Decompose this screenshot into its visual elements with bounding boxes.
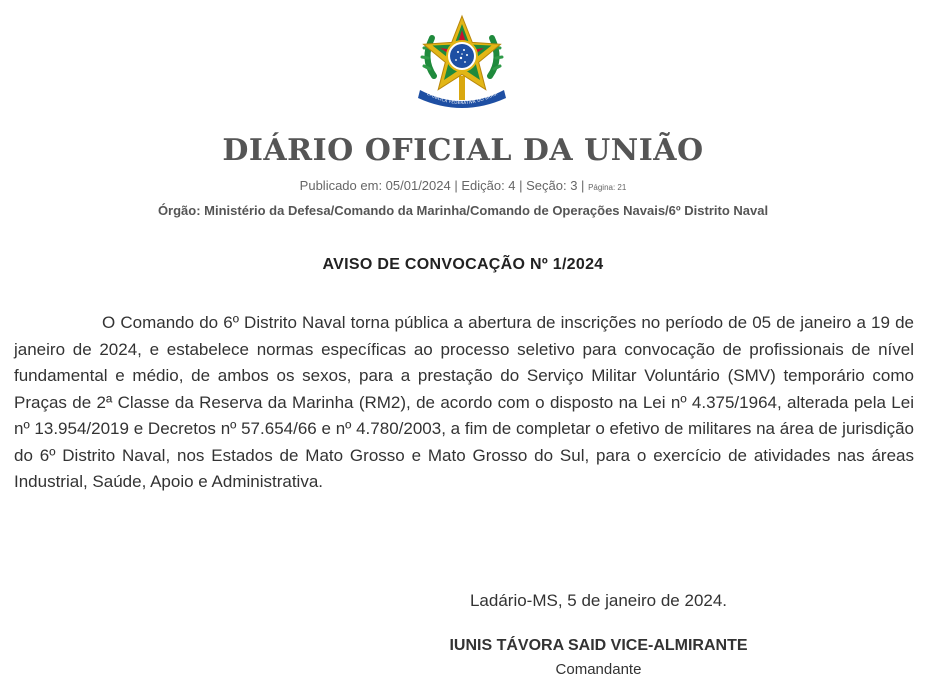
brazil-coat-of-arms-icon <box>412 14 512 112</box>
publication-info <box>0 178 926 193</box>
page-title: DIÁRIO OFICIAL DA UNIÃO <box>222 133 704 168</box>
emblem-ribbon-text: EPUBLICA FEDERATIVA DO BRASI <box>426 90 499 106</box>
signer-role: Comandante <box>555 661 642 678</box>
place-date: Ladário-MS, 5 de janeiro de 2024. <box>469 591 728 610</box>
document-body: O Comando do 6º Distrito Naval torna pública a abertura de inscrições no período de 05 de janeiro a 19 de janeiro de 2024, e estabelece normas específicas ao processo seletivo para convocação de profissionais de nível fundamental e médio, de ambos os sexos, para a prestação do Serviço Militar Voluntário (SMV) temporário como Praças de 2ª Classe da Reserva da Marinha (RM2), de acordo com o disposto na Lei nº 4.375/1964, alterada pela Lei nº 13.954/2019 e Decretos nº 57.654/66 e nº 4.780/2003, a fim de completar o efetivo de militares na área de jurisdição do 6º Distrito Naval, nos Estados de Mato Grosso e Mato Grosso do Sul, para o exercício de atividades nas áreas Industrial, Saúde, Apoio e Administrativa. <box>14 313 914 491</box>
page-number: Página: 21 <box>588 183 627 192</box>
publication-details: Publicado em: 05/01/2024 | Edição: 4 | Seção: 3 | <box>299 178 585 193</box>
signer-name: IUNIS TÁVORA SAID VICE-ALMIRANTE <box>449 637 748 654</box>
issuing-organ: Órgão: Ministério da Defesa/Comando da Marinha/Comando de Operações Navais/6º Distrito Naval <box>157 203 769 218</box>
document-heading: AVISO DE CONVOCAÇÃO Nº 1/2024 <box>322 256 604 273</box>
